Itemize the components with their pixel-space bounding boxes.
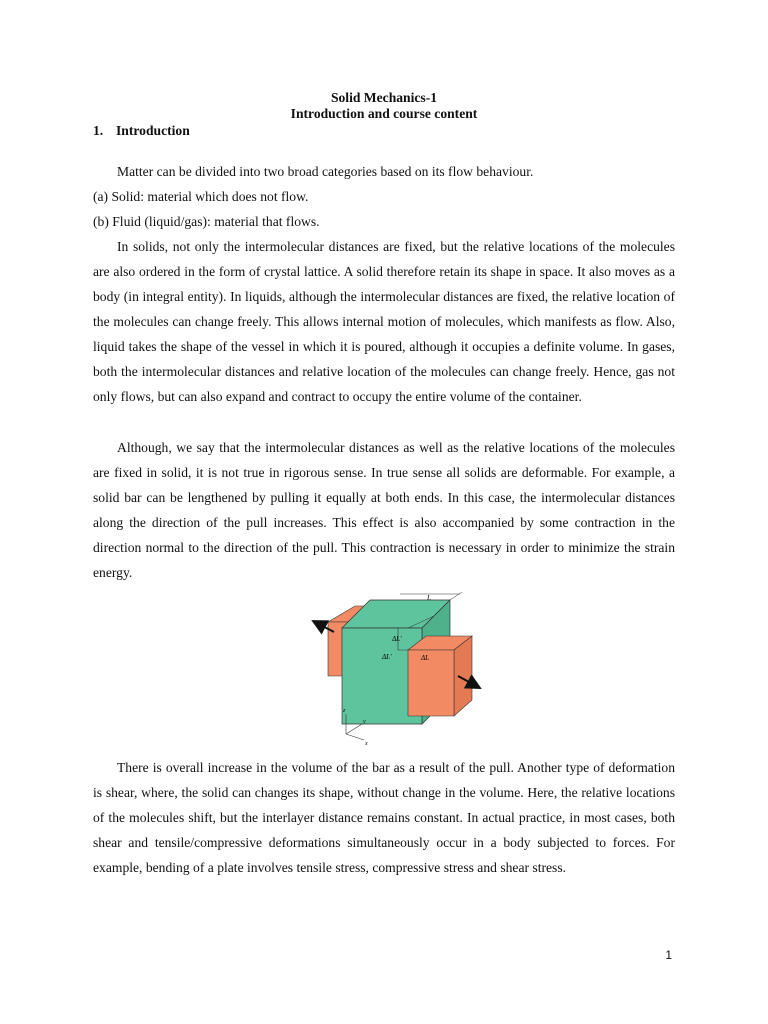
axis-y-label: y — [363, 719, 366, 725]
paragraph-intro: Matter can be divided into two broad categories based on its flow behaviour. — [117, 164, 534, 179]
page-number: 1 — [665, 948, 672, 962]
label-delta-L: ΔL — [421, 654, 430, 662]
document-subtitle: Introduction and course content — [290, 106, 478, 121]
document-title: Solid Mechanics-1 — [330, 90, 438, 105]
paragraph-solids-liquids-gases: In solids, not only the intermolecular distances are fixed, but the relative locations of the molecules are also ordered in the form of crystal lattice. A solid therefore retain its shape in space. It also moves as a body (in integral entity). In liquids, although the intermolecular distances are fixed, the relative location of the molecules can change freely. This allows internal motion of molecules, which manifests as flow. Also, liquid takes the shape of the vessel in which it is poured, although it occupies a definite volume. In gases, both the intermolecular distances and relative location of the molecules can change freely. Hence, gas not only flows, but can also expand and contract to occupy the entire volume of the container. — [93, 239, 675, 404]
section-title: Introduction — [116, 123, 190, 138]
section-number: 1. — [93, 123, 104, 138]
label-L: L — [427, 594, 431, 602]
right-block-front — [408, 650, 454, 716]
axis-y-line — [346, 724, 362, 734]
label-delta-L-prime-side: ΔL' — [382, 653, 392, 661]
right-end-block — [408, 636, 472, 716]
axis-z-label: z — [343, 708, 346, 714]
label-delta-L-prime-top: ΔL' — [392, 635, 402, 643]
paragraph-shear: There is overall increase in the volume of the bar as a result of the pull. Another type of deformation is shear, where, the solid can changes its shape, without change in the volume. Here, the relative locations of the molecules shift, but the interlayer distance remains constant. In actual practice, in most cases, both shear and tensile/compressive deformations simultaneously occur in a body subjected to forces. For example, bending of a plate involves tensile stress, compressive stress and shear stress. — [93, 760, 675, 875]
list-item-solid: (a) Solid: material which does not flow. — [93, 189, 309, 204]
length-dimension-tick — [450, 592, 462, 600]
axis-x-label: x — [365, 741, 368, 747]
list-item-fluid: (b) Fluid (liquid/gas): material that flows. — [93, 214, 320, 229]
bar-tension-figure — [300, 588, 490, 748]
section-heading — [93, 122, 190, 139]
right-block-side — [454, 636, 472, 716]
axis-x-line — [346, 734, 364, 740]
paragraph-deformable: Although, we say that the intermolecular distances as well as the relative locations of the molecules are fixed in solid, it is not true in rigorous sense. In true sense all solids are deformable. For example, a solid bar can be lengthened by pulling it equally at both ends. In this case, the intermolecular distances along the direction of the pull increases. This effect is also accompanied by some contraction in the direction normal to the direction of the pull. This contraction is necessary in order to minimize the strain energy. — [93, 440, 675, 580]
